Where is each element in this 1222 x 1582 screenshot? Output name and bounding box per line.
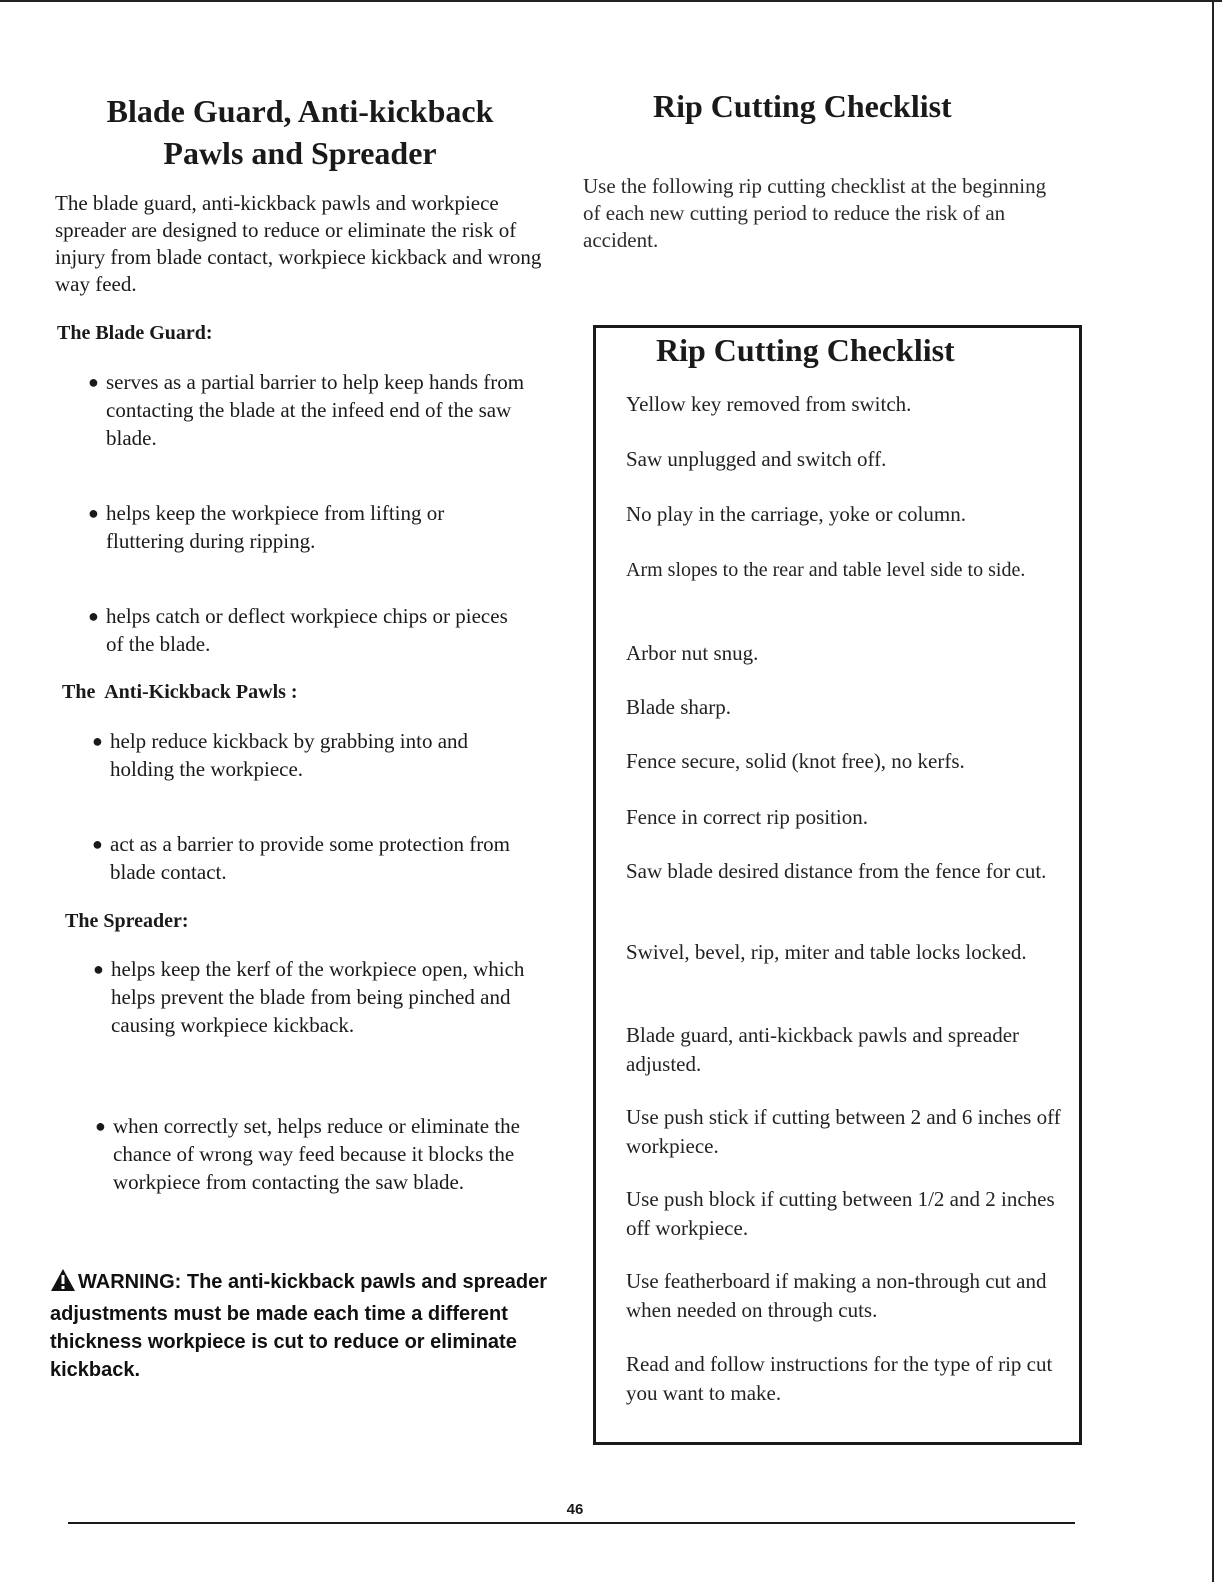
spreader-bullet-1 xyxy=(93,955,531,1039)
right-intro: Use the following rip cutting checklist at the beginning of each new cutting period to reduce the risk of an accident. xyxy=(583,174,1047,252)
bullet-text: when correctly set, helps reduce or eliminate the chance of wrong way feed because it blocks the workpiece from contacting the saw blade. xyxy=(113,1114,520,1194)
bullet-dot-icon: ● xyxy=(92,731,103,751)
page-top-edge xyxy=(0,0,1222,2)
spreader-heading: The Spreader: xyxy=(65,910,189,932)
blade-guard-bullet-2 xyxy=(88,499,526,555)
left-column xyxy=(55,90,545,296)
checklist-item: No play in the carriage, yoke or column. xyxy=(626,502,966,526)
bullet-text: helps catch or deflect workpiece chips or pieces of the blade. xyxy=(106,604,508,656)
blade-guard-bullet-3 xyxy=(88,602,526,658)
checklist-item: Use push block if cutting between 1/2 and 2 inches off workpiece. xyxy=(626,1187,1055,1240)
left-intro: The blade guard, anti-kickback pawls and workpiece spreader are designed to reduce or eliminate the risk of injury from blade contact, workpiece kickback and wrong way feed. xyxy=(55,191,542,296)
left-title-line1: Blade Guard, Anti-kickback xyxy=(106,93,494,129)
checklist-box xyxy=(593,325,1082,1445)
checklist-item: Read and follow instructions for the type of rip cut you want to make. xyxy=(626,1352,1053,1405)
pawls-bullet-1 xyxy=(92,727,530,783)
checklist-item: Arm slopes to the rear and table level side to side. xyxy=(626,559,1026,581)
spreader-bullet-2 xyxy=(95,1112,533,1196)
page-right-edge xyxy=(1212,0,1214,1582)
bullet-dot-icon: ● xyxy=(92,834,103,854)
checklist-item: Use push stick if cutting between 2 and 6 inches off workpiece. xyxy=(626,1105,1061,1158)
checklist-item: Fence secure, solid (knot free), no kerfs. xyxy=(626,749,965,773)
bullet-dot-icon: ● xyxy=(88,372,99,392)
warning-text: WARNING: The anti-kickback pawls and spreader adjustments must be made each time a different thickness workpiece is cut to reduce or eliminate kickback. xyxy=(50,1271,548,1381)
checklist-title: Rip Cutting Checklist xyxy=(656,332,955,368)
warning-notice xyxy=(50,1268,550,1384)
right-title: Rip Cutting Checklist xyxy=(653,88,952,124)
checklist-item: Yellow key removed from switch. xyxy=(626,392,912,416)
warning-triangle-icon xyxy=(50,1268,76,1300)
bullet-dot-icon: ● xyxy=(93,959,104,979)
checklist-item: Arbor nut snug. xyxy=(626,641,759,665)
blade-guard-heading: The Blade Guard: xyxy=(57,322,213,344)
pawls-bullet-2 xyxy=(92,830,530,886)
page-number: 46 xyxy=(566,1501,584,1518)
bullet-text: helps keep the workpiece from lifting or fluttering during ripping. xyxy=(106,501,445,553)
checklist-item: Saw blade desired distance from the fence for cut. xyxy=(626,859,1047,883)
footer-rule xyxy=(68,1522,1075,1524)
bullet-text: help reduce kickback by grabbing into and holding the workpiece. xyxy=(110,729,469,781)
checklist-item: Blade sharp. xyxy=(626,695,731,719)
checklist-item: Swivel, bevel, rip, miter and table locks locked. xyxy=(626,940,1027,964)
checklist-item: Blade guard, anti-kickback pawls and spreader adjusted. xyxy=(626,1023,1020,1076)
pawls-heading: The Anti-Kickback Pawls : xyxy=(62,681,298,703)
bullet-dot-icon: ● xyxy=(95,1116,106,1136)
bullet-dot-icon: ● xyxy=(88,503,99,523)
checklist-item: Saw unplugged and switch off. xyxy=(626,447,887,471)
bullet-text: helps keep the kerf of the workpiece open, which helps prevent the blade from being pinched and causing workpiece kickback. xyxy=(111,957,525,1037)
checklist-item: Fence in correct rip position. xyxy=(626,805,869,829)
checklist-item: Use featherboard if making a non-through cut and when needed on through cuts. xyxy=(626,1269,1047,1322)
left-title-line2: Pawls and Spreader xyxy=(163,135,437,171)
bullet-text: act as a barrier to provide some protection from blade contact. xyxy=(110,832,511,884)
bullet-dot-icon: ● xyxy=(88,606,99,626)
blade-guard-bullet-1 xyxy=(88,368,526,452)
left-title xyxy=(55,90,545,174)
bullet-text: serves as a partial barrier to help keep hands from contacting the blade at the infeed end of the saw blade. xyxy=(106,370,525,450)
